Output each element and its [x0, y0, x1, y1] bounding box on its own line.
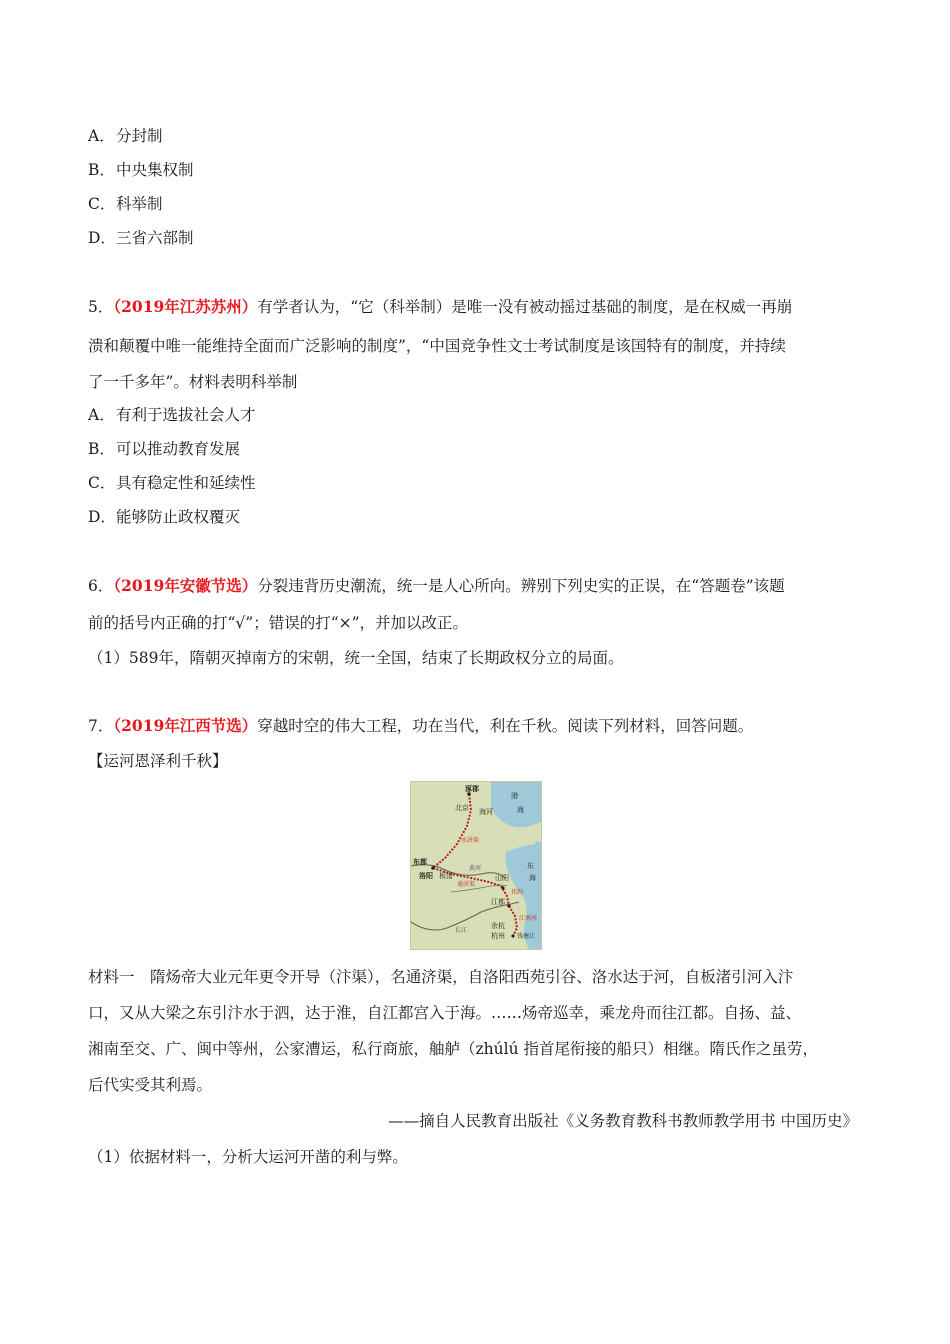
map-label-yuhang: 余杭: [491, 922, 505, 930]
q5-option-a: [88, 404, 256, 426]
q4-option-d: [88, 227, 194, 249]
option-letter: A．: [88, 406, 115, 424]
option-letter: B．: [88, 161, 115, 179]
option-text: 分封制: [116, 127, 163, 145]
option-letter: D．: [88, 229, 116, 247]
question-source: （2019年安徽节选）: [113, 576, 258, 595]
map-label-dongdu: 东都: [413, 858, 427, 866]
map-label-zhuojun: 涿郡: [465, 785, 479, 793]
q5-option-c: [88, 472, 256, 494]
q5-stem-line-1: [88, 296, 792, 318]
question-source: （2019年江西节选）: [113, 716, 258, 735]
map-label-tongji: 通济渠: [457, 881, 476, 888]
map-label-yongji: 永济渠: [461, 837, 480, 844]
map-label-luoyang: 洛阳: [419, 872, 433, 880]
q4-option-b: [88, 159, 194, 181]
question-number: 7．: [88, 717, 114, 735]
map-label-jiangnan: 江南河: [519, 915, 538, 922]
grand-canal-map-svg: [411, 782, 541, 949]
q7-citation: ——摘自人民教育出版社《义务教育教科书教师教学用书 中国历史》: [388, 1112, 858, 1130]
stem-text: 有学者认为，“它（科举制）是唯一没有被动摇过基础的制度，是在权威一再崩: [257, 298, 793, 316]
q7-material-line-3: 湘南至交、广、闽中等州，公家漕运，私行商旅，舳舻（zhúlú 指首尾衔接的船只）相继。隋氏作之虽劳，: [88, 1040, 819, 1058]
q6-stem-line-2: 前的括号内正确的打“√”；错误的打“×”，并加以改正。: [88, 614, 469, 632]
map-label-beijing: 北京: [455, 804, 469, 812]
map-label-hangou: 邗沟: [511, 889, 524, 896]
question-number: 6．: [88, 577, 114, 595]
q7-material-line-2: 口，又从大梁之东引汴水于泗，达于淮，自江都宫入于海。……炀帝巡幸，乘龙舟而往江都。自扬、益、: [88, 1004, 802, 1022]
q7-stem-line-1: [88, 715, 753, 737]
map-label-qiantang: 钱塘江: [517, 933, 536, 940]
map-label-huanghe: 黄河: [469, 865, 482, 872]
question-number: 5．: [88, 298, 114, 316]
option-text: 能够防止政权覆灭: [116, 508, 241, 526]
q7-subquestion-1: （1）依据材料一，分析大运河开凿的利与弊。: [88, 1148, 408, 1166]
map-label-banzhu: 板渚: [439, 872, 453, 880]
option-text: 中央集权制: [116, 161, 194, 179]
map-label-bohai-1: 渤: [511, 792, 518, 800]
stem-text: 分裂违背历史潮流，统一是人心所向。辨别下列史实的正误，在“答题卷”该题: [257, 577, 785, 595]
q5-stem-line-2: 溃和颠覆中唯一能维持全面而广泛影响的制度”，“中国竞争性文士考试制度是该国特有的制度，并持续: [88, 337, 786, 355]
map-label-hangzhou: 杭州: [491, 932, 505, 940]
q4-option-c: [88, 193, 163, 215]
option-text: 有利于选拔社会人才: [116, 406, 256, 424]
grand-canal-map: [410, 781, 542, 950]
q6-stem-line-1: [88, 575, 785, 597]
jiangdu-marker: [507, 904, 510, 907]
option-letter: C．: [88, 195, 116, 213]
q5-option-d: [88, 506, 240, 528]
luoyang-marker: [431, 866, 435, 870]
map-label-changjiang: 长江: [455, 927, 468, 934]
question-source: （2019年江苏苏州）: [113, 297, 258, 316]
map-label-donghai-2: 海: [529, 874, 536, 882]
q7-material-line-4: 后代实受其利焉。: [88, 1076, 213, 1094]
option-text: 三省六部制: [116, 229, 194, 247]
q7-section-title: 【运河恩泽利千秋】: [88, 752, 228, 770]
option-text: 科举制: [116, 195, 163, 213]
option-letter: A．: [88, 127, 115, 145]
stem-text: 穿越时空的伟大工程，功在当代，利在千秋。阅读下列材料，回答问题。: [257, 717, 754, 735]
option-letter: B．: [88, 440, 115, 458]
q5-stem-line-3: 了一千多年”。材料表明科举制: [88, 373, 298, 391]
option-text: 可以推动教育发展: [116, 440, 241, 458]
q4-option-a: [88, 125, 163, 147]
yuhang-marker: [511, 934, 514, 937]
shanyang-marker: [501, 886, 504, 889]
map-label-donghai-1: 东: [527, 862, 534, 870]
map-label-shanyang: 山阳: [495, 874, 509, 882]
option-letter: D．: [88, 508, 116, 526]
option-letter: C．: [88, 474, 116, 492]
map-label-jiangdu: 江都: [491, 898, 505, 906]
q5-option-b: [88, 438, 240, 460]
option-text: 具有稳定性和延续性: [116, 474, 256, 492]
map-label-bohai-2: 海: [517, 806, 524, 814]
q7-material-line-1: 材料一 隋炀帝大业元年更令开导（汴渠），名通济渠，自洛阳西苑引谷、洛水达于河，自板渚引河入汴: [88, 968, 794, 986]
map-label-haihe: 海河: [479, 808, 493, 816]
q6-subquestion-1: （1）589年，隋朝灭掉南方的宋朝，统一全国，结束了长期政权分立的局面。: [88, 649, 624, 667]
